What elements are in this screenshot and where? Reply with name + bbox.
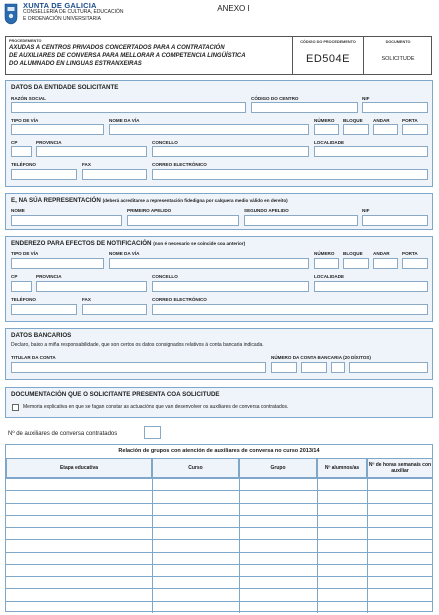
table-row[interactable] bbox=[6, 515, 432, 527]
razon-social-input[interactable] bbox=[11, 102, 246, 113]
account-check-digits-input[interactable] bbox=[331, 362, 345, 373]
procedure-box bbox=[5, 36, 432, 75]
label-notif-andar: ANDAR bbox=[373, 251, 390, 256]
auxiliares-label: Nº de auxiliares de conversa contratados bbox=[8, 431, 118, 437]
procedure-label: PROCEDEMENTO bbox=[9, 39, 42, 43]
table-row[interactable] bbox=[6, 503, 432, 515]
document-type-cell bbox=[363, 37, 432, 74]
notif-andar-input[interactable] bbox=[373, 258, 398, 269]
groups-table-title: Relación de grupos con atención de auxiliares de conversa no curso 2013/14 bbox=[118, 448, 320, 454]
label-notif-localidade: LOCALIDADE bbox=[314, 274, 345, 279]
bloque-input[interactable] bbox=[343, 124, 369, 135]
th-grupo: Grupo bbox=[239, 458, 317, 478]
document-label: DOCUMENTO bbox=[385, 40, 411, 44]
label-correo: CORREO ELECTRÓNICO bbox=[152, 162, 207, 167]
th-curso: Curso bbox=[152, 458, 239, 478]
label-notif-provincia: PROVINCIA bbox=[36, 274, 62, 279]
label-titular: TITULAR DA CONTA bbox=[11, 355, 56, 360]
org-dept-line1: CONSELLERÍA DE CULTURA, EDUCACIÓN bbox=[23, 9, 124, 15]
th-alumnos: Nº alumnos/as bbox=[317, 458, 367, 478]
label-notif-correo: CORREO ELECTRÓNICO bbox=[152, 297, 207, 302]
notification-note: (non é necesario se coincide coa anterior) bbox=[153, 241, 246, 246]
label-notif-numero: NÚMERO bbox=[314, 251, 335, 256]
label-notif-concello: CONCELLO bbox=[152, 274, 178, 279]
label-tipo-via: TIPO DE VÍA bbox=[11, 118, 39, 123]
org-name: XUNTA DE GALICIA bbox=[23, 1, 97, 10]
label-andar: ANDAR bbox=[373, 118, 390, 123]
correo-input[interactable] bbox=[152, 169, 428, 180]
label-numero: NÚMERO bbox=[314, 118, 335, 123]
label-rep-nif: NIF bbox=[362, 208, 370, 213]
notification-address-section bbox=[5, 236, 433, 322]
table-row[interactable] bbox=[6, 576, 432, 588]
bank-section-title: DATOS BANCARIOS bbox=[11, 332, 72, 339]
notif-localidade-input[interactable] bbox=[314, 281, 428, 292]
label-notif-cp: CP bbox=[11, 274, 18, 279]
bank-declaration: Declaro, baixo a miña responsabilidade, que son certos os datos consignados relativos á conta bancaria indicada. bbox=[11, 342, 264, 348]
label-cp: CP bbox=[11, 140, 18, 145]
procedure-code: ED504E bbox=[306, 53, 350, 65]
notif-provincia-input[interactable] bbox=[36, 281, 147, 292]
label-notif-fax: FAX bbox=[82, 297, 91, 302]
procedure-code-label: CÓDIGO DO PROCEDEMENTO bbox=[300, 40, 356, 44]
notification-section-title: ENDEREZO PARA EFECTOS DE NOTIFICACIÓN (non é necesario se coincide coa anterior) bbox=[11, 240, 246, 247]
label-provincia: PROVINCIA bbox=[36, 140, 62, 145]
rep-nif-input[interactable] bbox=[362, 215, 428, 226]
th-etapa: Etapa educativa bbox=[6, 458, 152, 478]
applicant-section-title: DATOS DA ENTIDADE SOLICITANTE bbox=[11, 84, 119, 91]
representative-section bbox=[5, 193, 433, 230]
titular-input[interactable] bbox=[11, 362, 266, 373]
representative-section-title: E, NA SÚA REPRESENTACIÓN (deberá acreditarse a representación fidedigna por calquera medio válido en dereito) bbox=[11, 197, 288, 204]
label-porta: PORTA bbox=[402, 118, 418, 123]
label-nif: NIF bbox=[362, 96, 370, 101]
numero-input[interactable] bbox=[314, 124, 339, 135]
codigo-centro-input[interactable] bbox=[251, 102, 358, 113]
documentation-section bbox=[5, 387, 433, 418]
table-row[interactable] bbox=[6, 601, 432, 613]
account-entity-input[interactable] bbox=[271, 362, 297, 373]
label-notif-porta: PORTA bbox=[402, 251, 418, 256]
representative-note: (deberá acreditarse a representación fidedigna por calquera medio válido en dereito) bbox=[102, 198, 288, 203]
table-row[interactable] bbox=[6, 552, 432, 564]
label-rep-primeiro-apelido: PRIMEIRO APELIDO bbox=[127, 208, 172, 213]
notif-numero-input[interactable] bbox=[314, 258, 339, 269]
document-value: SOLICITUDE bbox=[381, 56, 415, 62]
telefono-input[interactable] bbox=[11, 169, 77, 180]
label-fax: FAX bbox=[82, 162, 91, 167]
label-codigo-centro: CÓDIGO DO CENTRO bbox=[251, 96, 299, 101]
notif-concello-input[interactable] bbox=[152, 281, 309, 292]
notif-correo-input[interactable] bbox=[152, 304, 428, 315]
table-row[interactable] bbox=[6, 527, 432, 539]
nome-via-input[interactable] bbox=[109, 124, 309, 135]
label-nome-via: NOME DA VÍA bbox=[109, 118, 140, 123]
tipo-via-input[interactable] bbox=[11, 124, 104, 135]
label-rep-segundo-apelido: SEGUNDO APELIDO bbox=[244, 208, 289, 213]
label-notif-nome-via: NOME DA VÍA bbox=[109, 251, 140, 256]
table-row[interactable] bbox=[6, 539, 432, 551]
notif-cp-input[interactable] bbox=[11, 281, 32, 292]
concello-input[interactable] bbox=[152, 146, 309, 157]
label-rep-nome: NOME bbox=[11, 208, 25, 213]
rep-segundo-apelido-input[interactable] bbox=[244, 215, 358, 226]
notif-porta-input[interactable] bbox=[402, 258, 428, 269]
annex-title: ANEXO I bbox=[217, 4, 250, 13]
label-telefono: TELÉFONO bbox=[11, 162, 37, 167]
notif-tipo-via-input[interactable] bbox=[11, 258, 104, 269]
auxiliares-count-input[interactable] bbox=[144, 426, 161, 439]
account-branch-input[interactable] bbox=[301, 362, 327, 373]
table-row[interactable] bbox=[6, 478, 432, 490]
procedure-title: AXUDAS A CENTROS PRIVADOS CONCERTADOS PARA A CONTRATACIÓN DE AUXILIARES DE CONVERSA PARA MELLORAR A COMPETENCIA LINGÜÍSTICA DO ALUMNADO EN LINGUAS ESTRANXEIRAS bbox=[9, 45, 246, 67]
nif-input[interactable] bbox=[362, 102, 428, 113]
table-row[interactable] bbox=[6, 564, 432, 576]
bank-section bbox=[5, 328, 433, 380]
table-row[interactable] bbox=[6, 588, 432, 600]
org-dept-line2: E ORDENACIÓN UNIVERSITARIA bbox=[23, 16, 101, 22]
applicant-section bbox=[5, 80, 433, 187]
th-horas: Nº de horas semanais con auxiliar bbox=[367, 458, 433, 478]
memoria-checkbox[interactable] bbox=[12, 404, 19, 411]
groups-table-grid bbox=[6, 458, 432, 613]
label-bloque: BLOQUE bbox=[343, 118, 363, 123]
label-localidade: LOCALIDADE bbox=[314, 140, 345, 145]
label-concello: CONCELLO bbox=[152, 140, 178, 145]
andar-input[interactable] bbox=[373, 124, 398, 135]
label-notif-telefono: TELÉFONO bbox=[11, 297, 37, 302]
notif-bloque-input[interactable] bbox=[343, 258, 369, 269]
rep-nome-input[interactable] bbox=[11, 215, 122, 226]
label-account-number: NÚMERO DA CONTA BANCARIA (20 DÍXITOS) bbox=[271, 355, 371, 360]
notif-nome-via-input[interactable] bbox=[109, 258, 309, 269]
cp-input[interactable] bbox=[11, 146, 32, 157]
fax-input[interactable] bbox=[82, 169, 147, 180]
provincia-input[interactable] bbox=[36, 146, 147, 157]
notif-telefono-input[interactable] bbox=[11, 304, 77, 315]
table-row[interactable] bbox=[6, 490, 432, 502]
account-number-input[interactable] bbox=[349, 362, 428, 373]
porta-input[interactable] bbox=[402, 124, 428, 135]
documentation-section-title: DOCUMENTACIÓN QUE O SOLICITANTE PRESENTA COA SOLICITUDE bbox=[11, 391, 220, 398]
notif-fax-input[interactable] bbox=[82, 304, 147, 315]
label-notif-tipo-via: TIPO DE VÍA bbox=[11, 251, 39, 256]
label-razon-social: RAZÓN SOCIAL bbox=[11, 96, 46, 101]
memoria-label: Memoria explicativa en que se fagan constar as actuacións que van desenvolver os auxiliares de conversa contratados. bbox=[23, 404, 289, 410]
rep-primeiro-apelido-input[interactable] bbox=[127, 215, 239, 226]
procedure-code-cell bbox=[292, 37, 363, 74]
label-notif-bloque: BLOQUE bbox=[343, 251, 363, 256]
localidade-input[interactable] bbox=[314, 146, 428, 157]
groups-table bbox=[5, 444, 433, 612]
groups-table-body bbox=[6, 478, 432, 613]
